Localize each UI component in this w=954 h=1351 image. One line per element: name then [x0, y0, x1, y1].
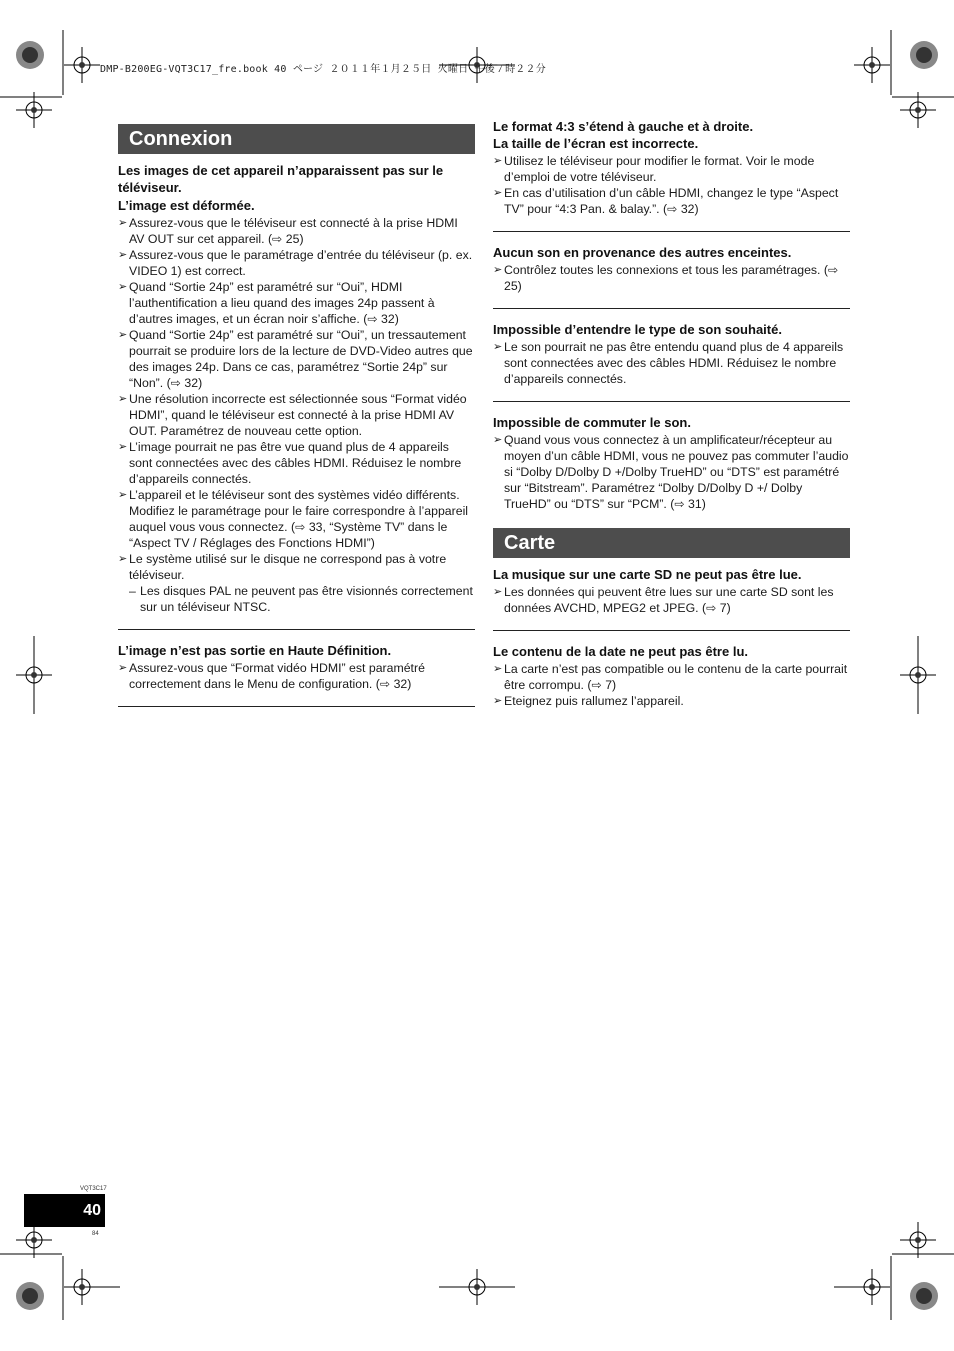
list-item: ➢ Quand “Sortie 24p” est paramétré sur “Oui”, HDMI l’authentification a lieu quand des images 24p passent à d’autres images, et un écran noir s’affiche. (⇨ 32): [118, 280, 435, 326]
list-item: ➢ Utilisez le téléviseur pour modifier le format. Voir le mode d’emploi de votre téléviseur.: [493, 154, 815, 184]
list-item: ➢ L’appareil et le téléviseur sont des systèmes vidéo différents. Modifiez le paramétrage pour le faire correspondre à l’appareil auquel vous vous connectez. (⇨ 33, “Système TV” dans le “Aspect TV / Réglages des Fonctions HDMI”): [118, 488, 469, 550]
question: La musique sur une carte SD ne peut pas être lue.: [493, 567, 802, 582]
right-column: [493, 118, 850, 709]
list-item: ➢ Les données qui peuvent être lues sur une carte SD sont les données AVCHD, MPEG2 et JPEG. (⇨ 7): [493, 585, 834, 615]
bullet-arrow-icon: ➢: [493, 663, 503, 675]
small-page-ref: 84: [92, 1231, 99, 1237]
entry-aspect: [493, 118, 850, 217]
list-item: ➢ Le son pourrait ne pas être entendu quand plus de 4 appareils sont connectées avec des câbles HDMI. Réduisez le nombre d’appareils connectés.: [493, 340, 844, 386]
question: Impossible d’entendre le type de son souhaité.: [493, 322, 782, 337]
bullet-arrow-icon: ➢: [118, 662, 128, 674]
divider: [493, 401, 850, 402]
page-number: 40: [24, 1194, 105, 1227]
divider: [118, 629, 475, 630]
list-item: ➢ L’image pourrait ne pas être vue quand plus de 4 appareils sont connectées avec des câbles HDMI. Réduisez le nombre d’appareils connectés.: [118, 440, 462, 486]
bullet-arrow-icon: ➢: [118, 217, 128, 229]
bullet-arrow-icon: ➢: [493, 187, 503, 199]
bullet-arrow-icon: ➢: [118, 393, 128, 405]
list-item: ➢ Quand vous vous connectez à un amplificateur/récepteur au moyen d’un câble HDMI, vous ne pouvez pas commuter l’audio si “Dolby D/Dolby D +/Dolby TrueHD” ou “DTS” est paramétré sur “Bitstream”. Paramétrez “Dolby D/Dolby D +/ Dolby TrueHD” ou “DTS” sur “PCM”. (⇨ 31): [493, 433, 849, 511]
doc-code: VQT3C17: [80, 1186, 107, 1192]
list-item: ➢ Assurez-vous que “Format vidéo HDMI” est paramétré correctement dans le Menu de configuration. (⇨ 32): [118, 661, 425, 691]
answer-list: [493, 262, 850, 294]
divider: [493, 308, 850, 309]
print-header: DMP-B200EG-VQT3C17_fre.book 40 ページ ２０１１年１月２５日 火曜日 午後７時２２分: [100, 64, 546, 75]
question: Le contenu de la date ne peut pas être lu.: [493, 644, 748, 659]
question: Le format 4:3 s’étend à gauche et à droite.: [493, 119, 754, 134]
bullet-arrow-icon: ➢: [493, 586, 503, 598]
list-item: ➢ Eteignez puis rallumez l’appareil.: [493, 694, 684, 708]
divider: [493, 630, 850, 631]
question: Les images de cet appareil n’apparaissent pas sur le téléviseur.: [118, 163, 444, 195]
subheading: L’image est déformée.: [118, 198, 255, 213]
answer-list: [493, 432, 850, 512]
bullet-arrow-icon: ➢: [493, 155, 503, 167]
entry-no-hd: [118, 642, 475, 692]
bullet-arrow-icon: ➢: [118, 441, 128, 453]
entry-switch-sound: [493, 414, 850, 512]
question: Aucun son en provenance des autres enceintes.: [493, 245, 792, 260]
bullet-arrow-icon: ➢: [493, 434, 503, 446]
list-item: ➢ Contrôlez toutes les connexions et tous les paramétrages. (⇨ 25): [493, 263, 839, 293]
question: Impossible de commuter le son.: [493, 415, 691, 430]
divider: [493, 231, 850, 232]
entry-date-content: [493, 643, 850, 709]
entry-images-missing: [118, 162, 475, 615]
list-item: ➢ En cas d’utilisation d’un câble HDMI, changez le type “Aspect TV” pour “4:3 Pan. & balay.”. (⇨ 32): [493, 186, 839, 216]
answer-list: [118, 660, 475, 692]
answer-list: [118, 215, 475, 583]
divider: [118, 706, 475, 707]
section-title-connexion: Connexion: [118, 124, 475, 154]
section-title-carte: Carte: [493, 528, 850, 558]
question-line-2: La taille de l’écran est incorrecte.: [493, 136, 699, 151]
answer-list: [493, 339, 850, 387]
sub-note: – Les disques PAL ne peuvent pas être visionnés correctement sur un téléviseur NTSC.: [129, 584, 473, 614]
list-item: ➢ Assurez-vous que le paramétrage d’entrée du téléviseur (p. ex. VIDEO 1) est correct.: [118, 248, 473, 278]
bullet-arrow-icon: ➢: [118, 281, 128, 293]
bullet-arrow-icon: ➢: [118, 249, 128, 261]
list-item: ➢ Une résolution incorrecte est sélectionnée sous “Format vidéo HDMI”, quand le téléviseur est connecté à la prise HDMI AV OUT. Paramétrez de nouveau cette option.: [118, 392, 467, 438]
bullet-arrow-icon: ➢: [493, 341, 503, 353]
entry-no-sound: [493, 244, 850, 294]
entry-sd-music: [493, 566, 850, 616]
answer-list: [493, 153, 850, 217]
bullet-arrow-icon: ➢: [118, 553, 128, 565]
answer-list: [493, 584, 850, 616]
list-item: ➢ Le système utilisé sur le disque ne correspond pas à votre téléviseur.: [118, 552, 447, 582]
list-item: ➢ Quand “Sortie 24p” est paramétré sur “Oui”, un tressautement pourrait se produire lors de la lecture de DVD-Video autres que des images 24p. Dans ce cas, paramétrez “Sortie 24p” sur “Non”. (⇨ 32): [118, 328, 473, 390]
question: L’image n’est pas sortie en Haute Définition.: [118, 643, 392, 658]
left-column: [118, 118, 475, 707]
bullet-arrow-icon: ➢: [118, 489, 128, 501]
entry-sound-type: [493, 321, 850, 387]
bullet-arrow-icon: ➢: [493, 264, 503, 276]
list-item: ➢ La carte n’est pas compatible ou le contenu de la carte pourrait être corrompu. (⇨ 7): [493, 662, 848, 692]
bullet-arrow-icon: ➢: [118, 329, 128, 341]
bullet-arrow-icon: ➢: [493, 695, 503, 707]
list-item: ➢ Assurez-vous que le téléviseur est connecté à la prise HDMI AV OUT sur cet appareil. (⇨ 25): [118, 216, 458, 246]
answer-list: [493, 661, 850, 709]
dash-mark: –: [129, 584, 136, 598]
